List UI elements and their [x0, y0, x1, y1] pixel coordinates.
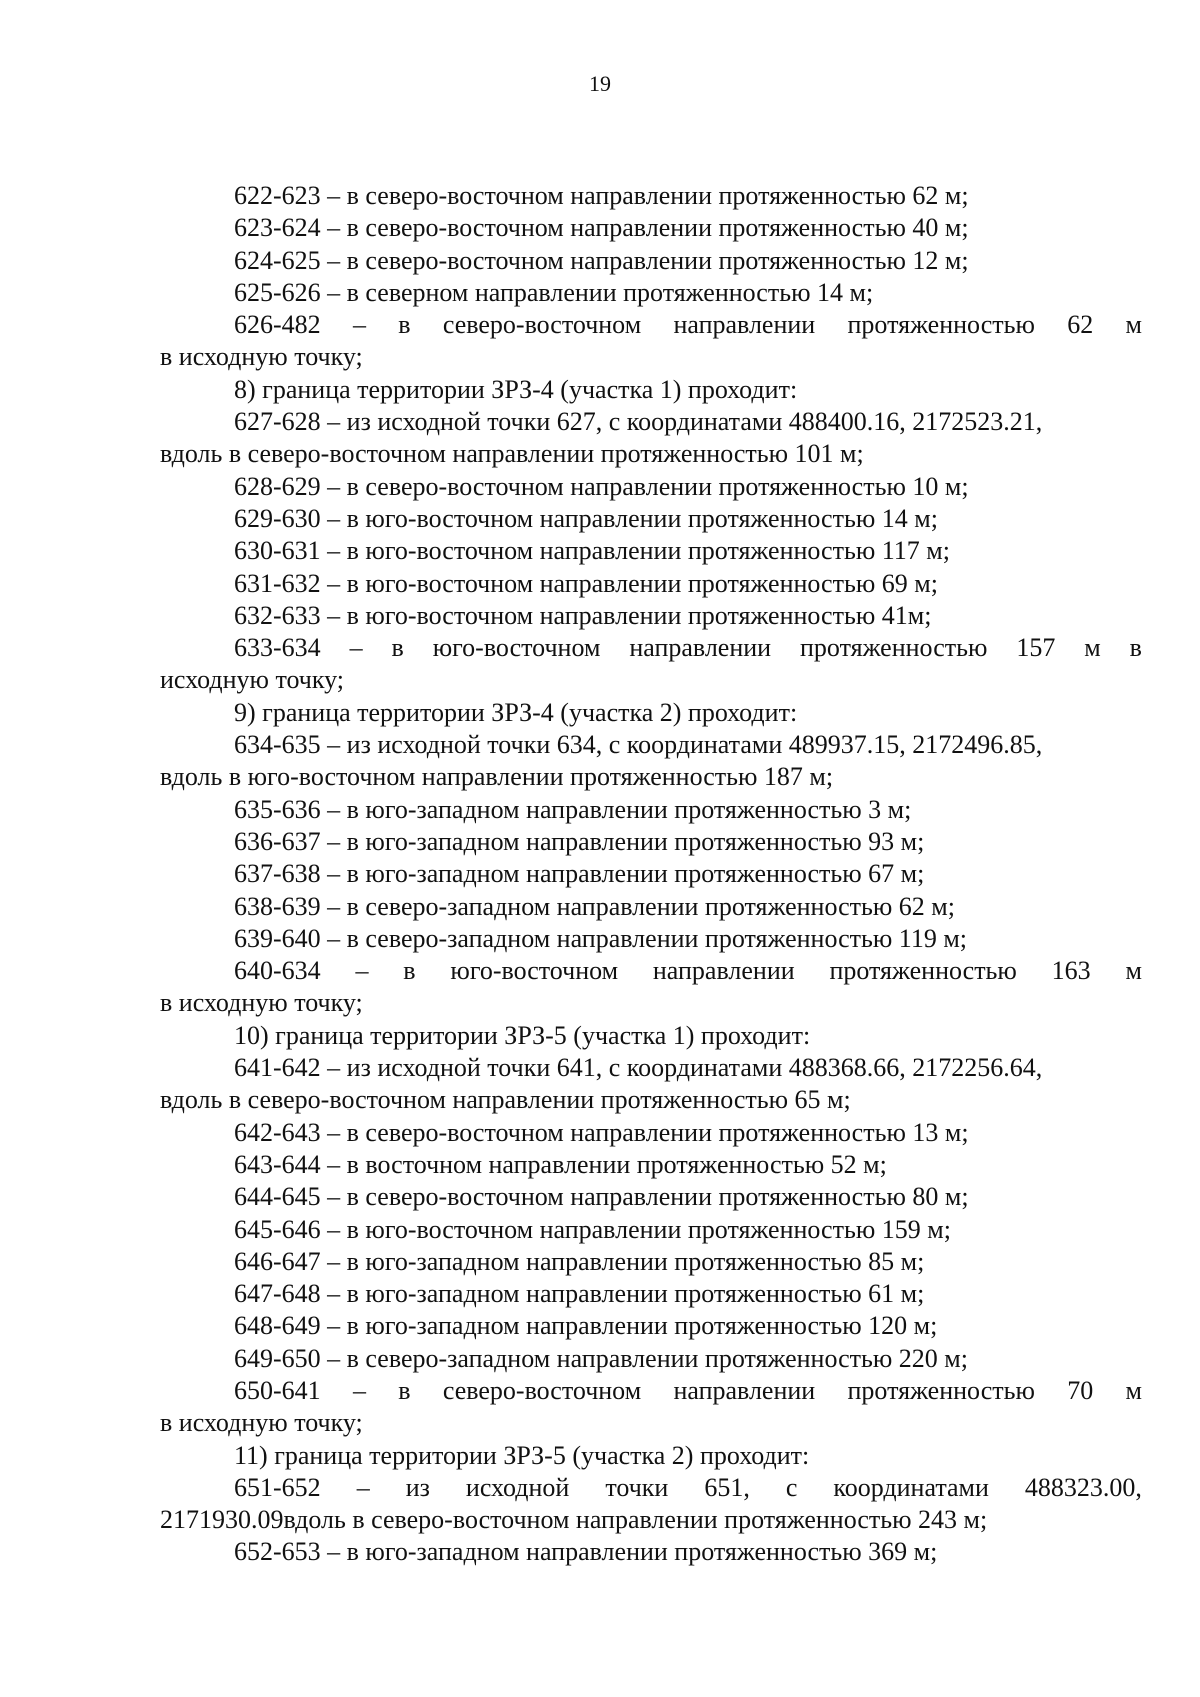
text-line: 634-635 – из исходной точки 634, с координатами 489937.15, 2172496.85, — [234, 730, 1043, 760]
word: в — [403, 956, 416, 986]
text-line: 10) граница территории ЗРЗ-5 (участка 1) проходит: — [234, 1020, 811, 1050]
text-line: 652-653 – в юго-западном направлении протяженностью 369 м; — [234, 1537, 938, 1567]
text-line: 636-637 – в юго-западном направлении протяженностью 93 м; — [234, 826, 925, 856]
word: протяженностью — [847, 1375, 1035, 1405]
text-line: вдоль в северо-восточном направлении протяженностью 101 м; — [160, 439, 864, 469]
text-line: 643-644 – в восточном направлении протяженностью 52 м; — [234, 1149, 887, 1179]
word: – — [356, 1472, 370, 1502]
word: 650-641 — [234, 1375, 321, 1405]
word: в — [1129, 633, 1142, 663]
word: с — [785, 1472, 798, 1502]
word: 157 — [1016, 633, 1056, 663]
word: 62 — [1067, 310, 1094, 340]
text-line: в исходную точку; — [160, 342, 363, 372]
text-line: 11) граница территории ЗРЗ-5 (участка 2) проходит: — [234, 1440, 810, 1470]
document-body — [160, 180, 1142, 1569]
text-line: 628-629 – в северо-восточном направлении протяженностью 10 м; — [234, 471, 969, 501]
word: направлении — [629, 633, 772, 663]
word: исходной — [465, 1472, 570, 1502]
word: 633-634 — [234, 633, 321, 663]
text-line: 644-645 – в северо-восточном направлении протяженностью 80 м; — [234, 1182, 969, 1212]
word: северо-восточном — [442, 310, 642, 340]
word: 626-482 — [234, 310, 321, 340]
text-line: 648-649 – в юго-западном направлении протяженностью 120 м; — [234, 1311, 938, 1341]
word: 651-652 — [234, 1472, 321, 1502]
text-line: 624-625 – в северо-восточном направлении протяженностью 12 м; — [234, 245, 969, 275]
word: направлении — [673, 1375, 816, 1405]
word: в — [398, 310, 411, 340]
word: – — [352, 310, 366, 340]
text-line: 623-624 – в северо-восточном направлении протяженностью 40 м; — [234, 213, 969, 243]
word: – — [352, 1375, 366, 1405]
text-line: вдоль в северо-восточном направлении протяженностью 65 м; — [160, 1085, 851, 1115]
word: юго-восточном — [432, 633, 601, 663]
word: 651, — [704, 1472, 750, 1502]
text-line: вдоль в юго-восточном направлении протяженностью 187 м; — [160, 762, 834, 792]
text-line — [160, 1375, 1142, 1407]
word: м — [1084, 633, 1101, 663]
text-line: 638-639 – в северо-западном направлении протяженностью 62 м; — [234, 891, 955, 921]
word: в — [398, 1375, 411, 1405]
text-line: исходную точку; — [160, 665, 345, 695]
word: северо-восточном — [442, 1375, 642, 1405]
text-line: 622-623 – в северо-восточном направлении протяженностью 62 м; — [234, 181, 969, 210]
text-line: 639-640 – в северо-западном направлении протяженностью 119 м; — [234, 923, 968, 953]
text-line: в исходную точку; — [160, 988, 363, 1018]
word: направлении — [652, 956, 795, 986]
text-line: 8) граница территории ЗРЗ-4 (участка 1) проходит: — [234, 374, 798, 404]
word: протяженностью — [800, 633, 988, 663]
word: м — [1125, 310, 1142, 340]
page-number: 19 — [589, 71, 611, 96]
word: м — [1125, 956, 1142, 986]
text-line: 2171930.09вдоль в северо-восточном направлении протяженностью 243 м; — [160, 1505, 988, 1535]
word: направлении — [673, 310, 816, 340]
text-line: 630-631 – в юго-восточном направлении протяженностью 117 м; — [234, 536, 950, 566]
word: из — [405, 1472, 430, 1502]
word: – — [349, 633, 363, 663]
text-line: 625-626 – в северном направлении протяженностью 14 м; — [234, 277, 874, 307]
text-line — [160, 955, 1142, 987]
word: координатами — [833, 1472, 989, 1502]
word: протяженностью — [829, 956, 1017, 986]
word: 70 — [1067, 1375, 1094, 1405]
text-line: 637-638 – в юго-западном направлении протяженностью 67 м; — [234, 859, 925, 889]
word: 488323.00, — [1024, 1472, 1142, 1502]
word: точки — [605, 1472, 669, 1502]
text-line: 632-633 – в юго-восточном направлении протяженностью 41м; — [234, 600, 932, 630]
text-line: 645-646 – в юго-восточном направлении протяженностью 159 м; — [234, 1214, 951, 1244]
text-line: 627-628 – из исходной точки 627, с координатами 488400.16, 2172523.21, — [234, 407, 1043, 437]
text-line — [160, 632, 1142, 664]
word: м — [1125, 1375, 1142, 1405]
text-line: 642-643 – в северо-восточном направлении протяженностью 13 м; — [234, 1117, 969, 1147]
word: протяженностью — [847, 310, 1035, 340]
text-line: 647-648 – в юго-западном направлении протяженностью 61 м; — [234, 1279, 925, 1309]
word: в — [391, 633, 404, 663]
text-line: 9) граница территории ЗРЗ-4 (участка 2) проходит: — [234, 697, 798, 727]
text-line — [160, 309, 1142, 341]
word: 640-634 — [234, 956, 321, 986]
word: – — [355, 956, 369, 986]
text-line: 641-642 – из исходной точки 641, с координатами 488368.66, 2172256.64, — [234, 1053, 1043, 1083]
word: 163 — [1051, 956, 1091, 986]
text-line: 649-650 – в северо-западном направлении протяженностью 220 м; — [234, 1343, 968, 1373]
text-line: 635-636 – в юго-западном направлении протяженностью 3 м; — [234, 794, 912, 824]
word: юго-восточном — [450, 956, 619, 986]
text-line: 646-647 – в юго-западном направлении протяженностью 85 м; — [234, 1246, 925, 1276]
text-line — [160, 1472, 1142, 1504]
text-line: 629-630 – в юго-восточном направлении протяженностью 14 м; — [234, 503, 938, 533]
text-line: 631-632 – в юго-восточном направлении протяженностью 69 м; — [234, 568, 938, 598]
text-line: в исходную точку; — [160, 1408, 363, 1438]
